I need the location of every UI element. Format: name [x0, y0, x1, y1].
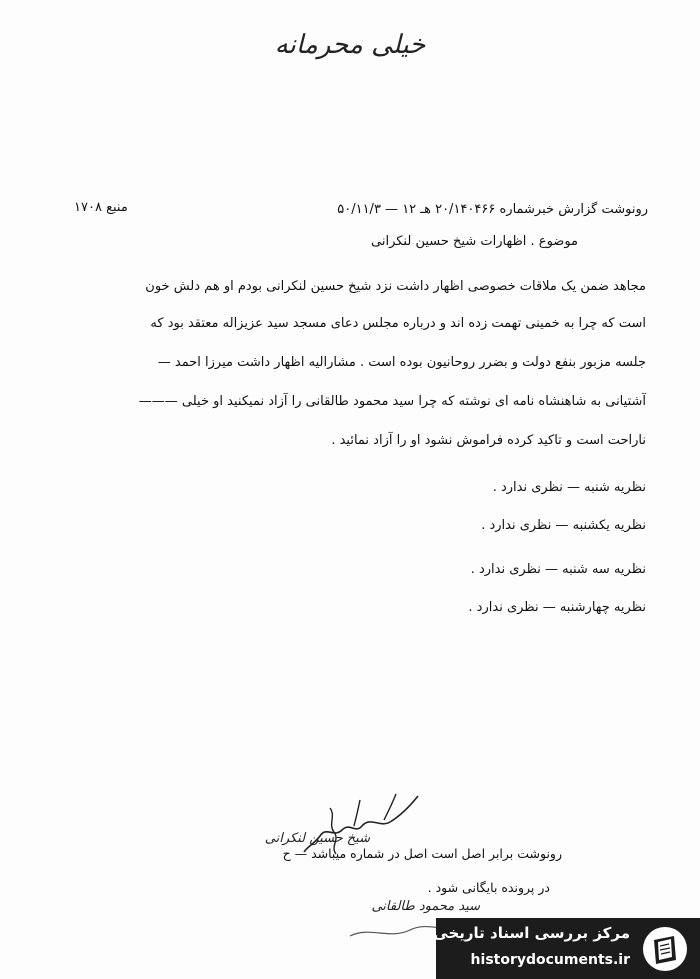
footer-archive-line: در پرونده بایگانی شود .: [427, 880, 550, 895]
handwriting-name-1: شیخ حسین لنکرانی: [264, 831, 370, 846]
archive-logo-icon: [640, 924, 690, 974]
source-number: منبع ۱۷۰۸: [74, 200, 128, 215]
opinion-saturday: نظریه شنبه — نظری ندارد .: [492, 480, 646, 495]
handwriting-name-2: سید محمود طالقانی: [371, 899, 480, 914]
body-line: آشتیانی به شاهنشاه نامه ای نوشته که چرا سید محمود طالقانی را آزاد نمیکنید او خیلی ———: [138, 394, 646, 409]
report-reference-line: رونوشت گزارش خبرشماره ۲۰/۱۴۰۴۶۶ هـ ۱۲ — ۵۰/۱۱/۳: [337, 202, 648, 217]
opinion-tuesday: نظریه سه شنبه — نظری ندارد .: [470, 562, 646, 577]
footer-copy-line: رونوشت برابر اصل است اصل در شماره میباشد — ح: [282, 846, 562, 861]
body-line: مجاهد ضمن یک ملاقات خصوصی اظهار داشت نزد شیخ حسین لنکرانی بودم او هم دلش خون: [145, 279, 646, 294]
subject-line: موضوع . اظهارات شیخ حسین لنکرانی: [371, 234, 578, 249]
watermark-title: مرکز بررسی اسناد تاریخی: [433, 924, 630, 942]
opinion-wednesday: نظریه چهارشنبه — نظری ندارد .: [468, 600, 646, 615]
body-line: ناراحت است و تاکید کرده فراموش نشود او را آزاد نمائید .: [331, 433, 646, 448]
body-line: است که چرا به خمینی تهمت زده اند و درباره مجلس دعای مسجد سید عزیزاله معتقد بود که: [150, 316, 646, 331]
opinion-sunday: نظریه یکشنبه — نظری ندارد .: [481, 518, 646, 533]
body-line: جلسه مزبور بنفع دولت و بضرر روحانیون بوده است . مشارالیه اظهار داشت میرزا احمد —: [157, 355, 646, 370]
watermark-url: historydocuments.ir: [470, 952, 630, 968]
watermark-banner: [433, 918, 700, 979]
classification-heading: خیلی محرمانه: [274, 30, 426, 60]
